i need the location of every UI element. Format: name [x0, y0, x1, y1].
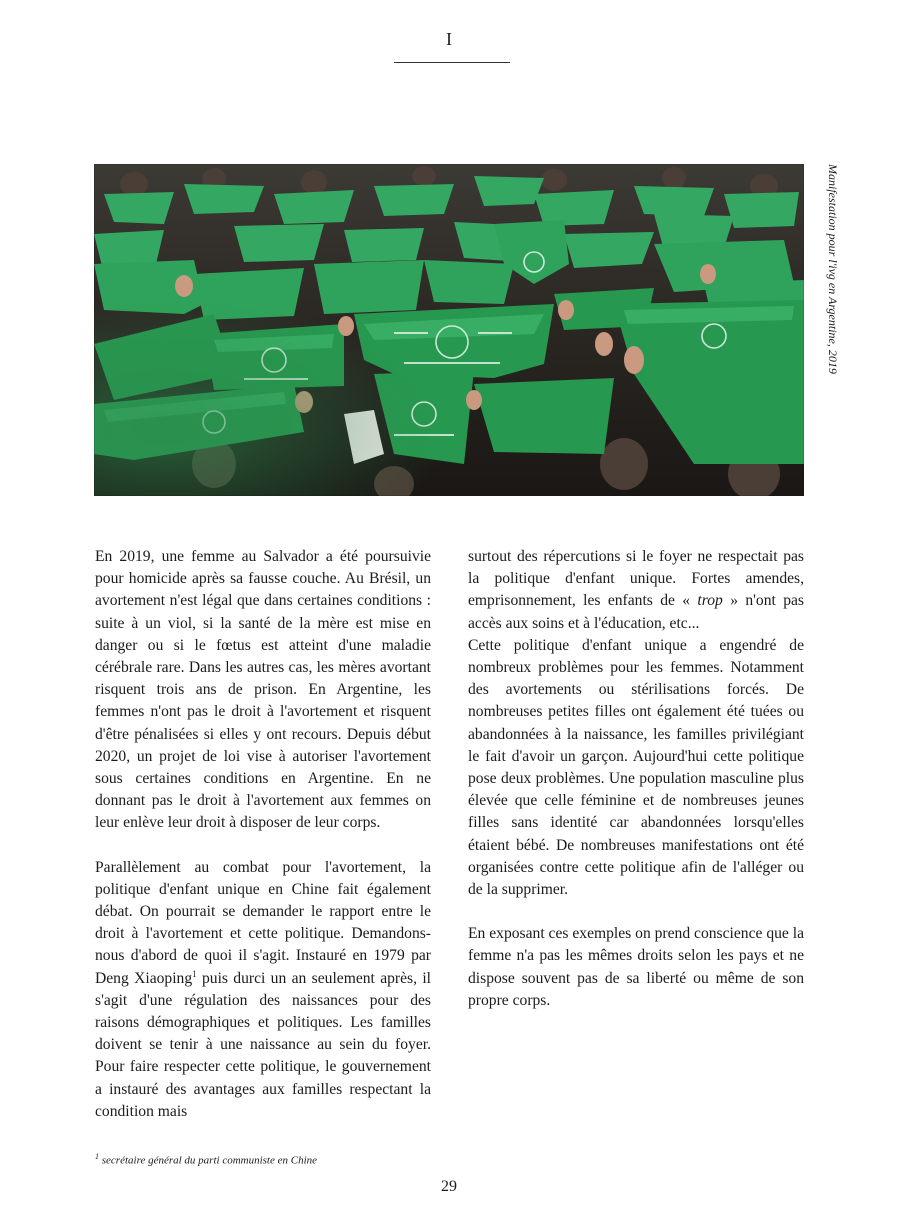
chapter-divider: [394, 62, 510, 63]
footnote: [95, 1150, 317, 1168]
page-number: 29: [441, 1178, 457, 1195]
paragraph-repercussions-text: surtout des répercutions si le foyer ne respectait pas la politique d'enfant unique. Fortes amendes, emprisonnement, les enfants de «: [468, 548, 804, 610]
protest-photo-illustration: [94, 164, 804, 496]
paragraph-consequences: Cette politique d'enfant unique a engendré de nombreux problèmes pour les femmes. Notamment des avortements ou stérilisations forcés. De nombreuses petites filles ont également été tuées ou abandonnées à la naissance, les familles privilégiant le fait d'avoir un garçon. Aujourd'hui cette politique pose deux problèmes. Une population masculine plus élevée que celle féminine et de nombreuses jeunes filles sans identité car abandonnées lorsqu'elles étaient bébé. De nombreuses manifestations ont été organisées contre cette politique afin de l'alléger ou de la supprimer.: [468, 636, 804, 899]
paragraph-one-child-policy-continued: puis durci un an seulement après, il s'agit d'une régulation des naissances pour des raisons démographiques et politiques. Les familles doivent se tenir à une naissance au sein du foyer. Pour faire respecter cette politique, le gouvernement a instauré des avantages aux familles respectant la condition mais: [95, 969, 431, 1120]
protest-photo: [94, 164, 804, 496]
paragraph-repercussions: [468, 546, 804, 635]
paragraph-abortion-laws: En 2019, une femme au Salvador a été poursuivie pour homicide après sa fausse couche. Au Brésil, un avortement n'est légal que dans certaines conditions : suite à un viol, si la santé de la mère est mise en danger ou si le fœtus est atteint d'une maladie cérébrale rare. Dans les autres cas, les mères avortant risquent trois ans de prison. En Argentine, les femmes n'ont pas le droit à l'avortement et risquent d'être pénalisées si elles y ont recours. Depuis début 2020, un projet de loi vise à autoriser l'avortement sous certaines conditions en Argentine. En ne donnant pas le droit à l'avortement aux femmes on leur enlève leur droit à disposer de leur corps.: [95, 548, 431, 832]
photo-caption-text: Manifestation pour l'ivg en Argentine, 2019: [826, 164, 840, 374]
paragraph-one-child-policy: [95, 857, 431, 1123]
paragraph-one-child-policy-text: Parallèlement au combat pour l'avortement, la politique d'enfant unique en Chine fait également débat. On pourrait se demander le rapport entre le droit à l'avortement et cette politique. Demandons-nous d'abord de quoi il s'agit. Instauré en 1979 par Deng Xiaoping: [95, 858, 431, 987]
footnote-marker: 1: [95, 1152, 99, 1161]
footnote-text: secrétaire général du parti communiste en Chine: [99, 1154, 318, 1167]
emphasis-trop: trop: [697, 592, 723, 610]
paragraph-repercussions-continued: » n'ont pas accès aux soins et à l'éducation, etc...: [468, 592, 804, 632]
chapter-numeral: I: [446, 29, 452, 49]
footnote-reference[interactable]: 1: [192, 968, 197, 979]
left-column: [95, 546, 431, 1123]
photo-caption: [822, 164, 842, 384]
paragraph-conclusion: En exposant ces exemples on prend conscience que la femme n'a pas les mêmes droits selon les pays et ne dispose souvent pas de sa liberté ou même de son propre corps.: [468, 925, 805, 1009]
right-column: [468, 546, 804, 1012]
